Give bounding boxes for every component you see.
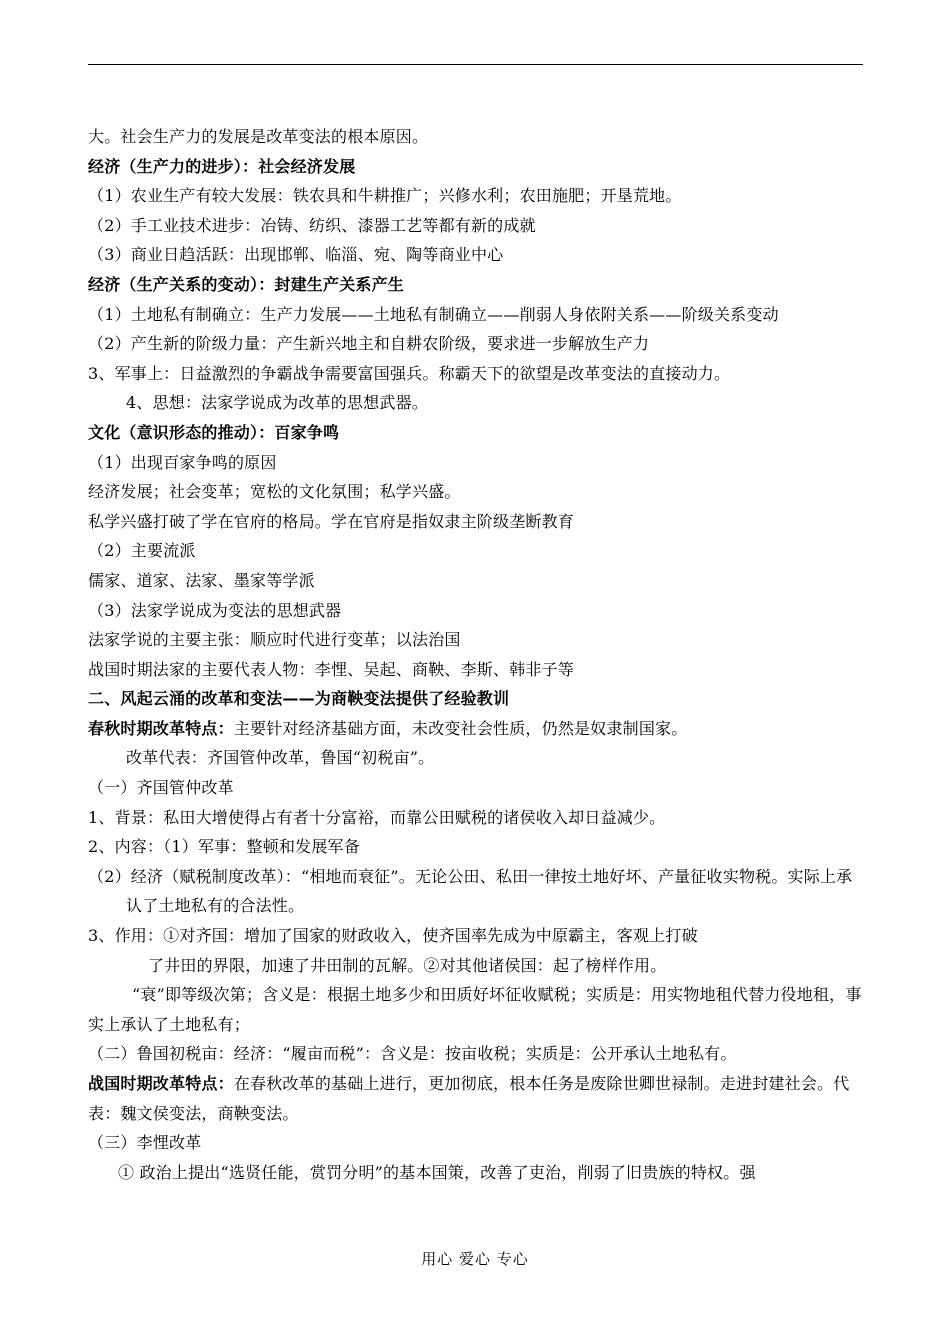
paragraph-line: ① 政治上提出“选贤任能，赏罚分明”的基本国策，改善了吏治，削弱了旧贵族的特权。强 [118, 1162, 756, 1182]
section-heading: 经济（生产关系的变动）：封建生产关系产生 [88, 274, 405, 294]
paragraph-line: 3、作用：①对齐国：增加了国家的财政收入，使齐国率先成为中原霸主，客观上打破 [88, 926, 698, 946]
paragraph-line: （二）鲁国初税亩：经济：“履亩而税”：含义是：按亩收税；实质是：公开承认土地私有。 [88, 1044, 737, 1064]
paragraph-line: 经济发展；社会变革；宽松的文化氛围；私学兴盛。 [88, 482, 461, 502]
paragraph-line: 4、思想：法家学说成为改革的思想武器。 [126, 393, 428, 413]
paragraph-line: （1）出现百家争鸣的原因 [88, 452, 277, 472]
paragraph-line: 改革代表：齐国管仲改革，鲁国“初税亩”。 [126, 748, 435, 768]
paragraph-line: （2）经济（赋税制度改革）：“相地而衰征”。无论公田、私田一律按土地好坏、产量征收实物税。实际上承认了土地私有的合法性。 [88, 866, 853, 916]
header-rule [88, 64, 863, 65]
inline-heading: 春秋时期改革特点： [88, 718, 234, 738]
paragraph-line: 3、军事上：日益激烈的争霸战争需要富国强兵。称霸天下的欲望是改革变法的直接动力。 [88, 363, 731, 383]
paragraph-line: 1、背景：私田大增使得占有者十分富裕，而靠公田赋税的诸侯收入却日益减少。 [88, 807, 666, 827]
page-footer: 用心 爱心 专心 [421, 1250, 529, 1268]
paragraph-line: （一）齐国管仲改革 [88, 778, 234, 798]
paragraph-line: 儒家、道家、法家、墨家等学派 [88, 570, 315, 590]
paragraph-line: （三）李悝改革 [88, 1133, 202, 1153]
paragraph-line: （1）农业生产有较大发展：铁农具和牛耕推广；兴修水利；农田施肥；开垦荒地。 [88, 186, 682, 206]
paragraph-line: 了井田的界限，加速了井田制的瓦解。②对其他诸侯国：起了榜样作用。 [148, 955, 667, 975]
paragraph-line: （1）土地私有制确立：生产力发展——土地私有制确立——削弱人身依附关系——阶级关系变动 [88, 304, 779, 324]
paragraph-line: 法家学说的主要主张：顺应时代进行变革；以法治国 [88, 630, 461, 650]
section-heading: 文化（意识形态的推动）：百家争鸣 [88, 422, 340, 442]
paragraph-line: 大。社会生产力的发展是改革变法的根本原因。 [88, 127, 429, 146]
paragraph-line: 私学兴盛打破了学在官府的格局。学在官府是指奴隶主阶级垄断教育 [88, 511, 575, 531]
paragraph-line: （2）手工业技术进步：冶铸、纺织、漆器工艺等都有新的成就 [88, 215, 536, 235]
paragraph-line [88, 714, 863, 744]
paragraph-line: （2）主要流派 [88, 541, 196, 561]
paragraph-line [88, 1069, 863, 1128]
inline-text: 在春秋改革的基础上进行，更加彻底，根本任务是废除世卿世禄制。走进封建社会。代表：魏文侯变法，商鞅变法。 [88, 1074, 850, 1123]
inline-heading: 战国时期改革特点： [88, 1074, 234, 1093]
paragraph-line: （3）商业日趋活跃：出现邯郸、临淄、宛、陶等商业中心 [88, 245, 504, 265]
paragraph-line: 战国时期法家的主要代表人物：李悝、吴起、商鞅、李斯、韩非子等 [88, 659, 575, 679]
paragraph-line: “衰”即等级次第；含义是：根据土地多少和田质好坏征收赋税；实质是：用实物地租代替力役地租，事实上承认了土地私有； [88, 985, 862, 1034]
paragraph-line: 2、内容：（1）军事：整顿和发展军备 [88, 837, 360, 857]
inline-text: 主要针对经济基础方面，未改变社会性质，仍然是奴隶制国家。 [233, 718, 688, 738]
section-heading: 经济（生产力的进步）：社会经济发展 [88, 156, 356, 176]
paragraph-line: （3）法家学说成为变法的思想武器 [88, 600, 342, 620]
document-body [88, 122, 863, 1187]
section-heading: 二、风起云涌的改革和变法——为商鞅变法提供了经验教训 [88, 689, 510, 709]
paragraph-line: （2）产生新的阶级力量：产生新兴地主和自耕农阶级，要求进一步解放生产力 [88, 334, 650, 354]
